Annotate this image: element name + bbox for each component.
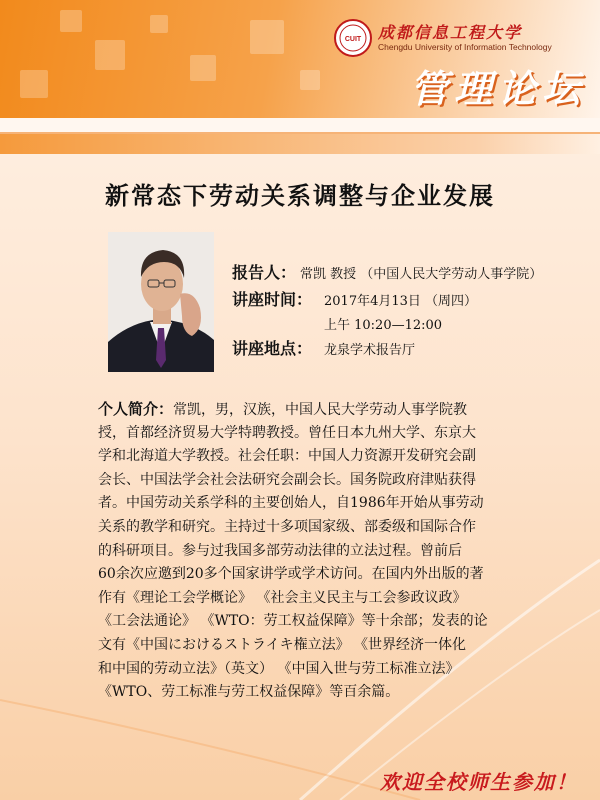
place-label: 讲座地点：	[232, 339, 313, 358]
speaker-biography	[98, 398, 558, 705]
welcome-message: 欢迎全校师生参加！	[380, 770, 578, 794]
bio-line: 《WTO、劳工标准与劳工权益保障》等百余篇。	[98, 684, 400, 701]
bio-line: 60余次应邀到20多个国家讲学或学术访问。在国内外出版的著	[98, 566, 484, 583]
logo-text: CUIT	[344, 36, 362, 43]
bio-line: 学和北海道大学教授。社会任职：中国人力资源开发研究会副	[98, 448, 476, 465]
bio-line: 授，首都经济贸易大学特聘教授。曾任日本九州大学、东京大	[98, 424, 476, 441]
bio-line: 《工会法通论》 《WTO：劳工权益保障》等十余部；发表的论	[98, 613, 488, 630]
bio-line	[98, 398, 558, 422]
bio-heading: 个人简介：	[98, 400, 174, 418]
bio-line: 和中国的劳动立法》（英文） 《中国入世与劳工标准立法》	[98, 660, 460, 677]
university-name-en: Chengdu University of Information Technology	[378, 42, 552, 52]
time-date: 2017年4月13日 （周四）	[324, 294, 478, 309]
bio-line: 者。中国劳动关系学科的主要创始人，自1986年开始从事劳动	[98, 495, 484, 512]
bio-line: 会长、中国法学会社会法研究会副会长。国务院政府津贴获得	[98, 471, 476, 488]
bio-text: 常凯，男，汉族，中国人民大学劳动人事学院教	[173, 402, 468, 418]
time-slot: 上午 10:20—12:00	[324, 318, 443, 333]
forum-title: 管理论坛	[410, 67, 587, 111]
university-logo	[333, 18, 373, 58]
speaker-photo	[108, 232, 214, 372]
bio-line: 关系的教学和研究。主持过十多项国家级、部委级和国际合作	[98, 518, 476, 535]
lecture-title: 新常态下劳动关系调整与企业发展	[105, 182, 495, 210]
place-value: 龙泉学术报告厅	[324, 343, 416, 358]
bio-line: 作有《理论工会学概论》 《社会主义民主与工会参政议政》	[98, 589, 467, 606]
speaker-value: 常凯 教授 （中国人民大学劳动人事学院）	[300, 267, 543, 282]
time-label: 讲座时间：	[232, 290, 313, 309]
university-name-cn: 成都信息工程大学	[378, 23, 523, 42]
speaker-label: 报告人：	[232, 263, 297, 282]
bio-line: 文有《中国におけるストライキ権立法》 《世界经济一体化	[98, 636, 467, 653]
bio-line: 的科研项目。参与过我国多部劳动法律的立法过程。曾前后	[98, 542, 462, 559]
